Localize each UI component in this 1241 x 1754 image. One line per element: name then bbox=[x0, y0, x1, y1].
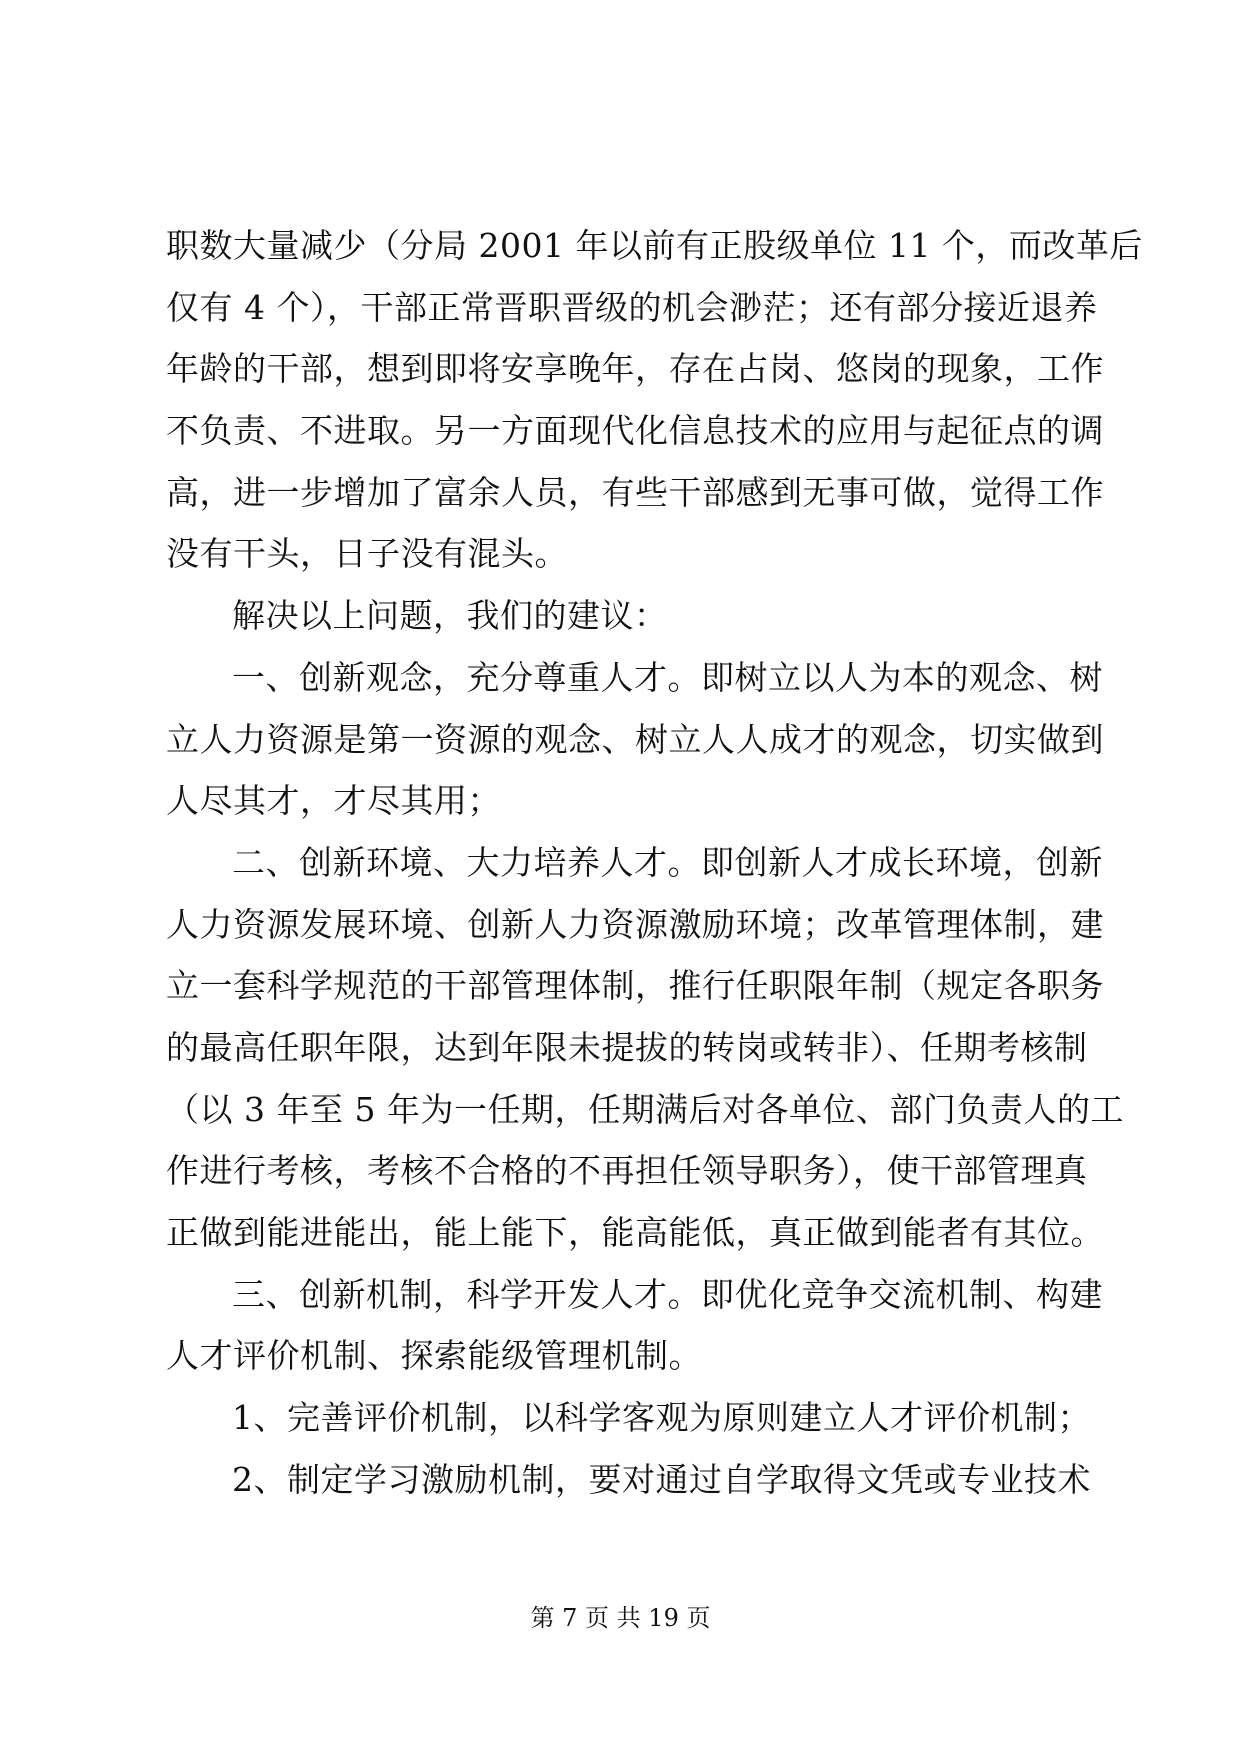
text-line: 高，进一步增加了富余人员，有些干部感到无事可做，觉得工作 bbox=[166, 472, 1104, 512]
text-line: 1、完善评价机制，以科学客观为原则建立人才评价机制； bbox=[232, 1398, 1091, 1438]
text-line: 立一套科学规范的干部管理体制，推行任职限年制（规定各职务 bbox=[166, 966, 1104, 1006]
text-line: 作进行考核，考核不合格的不再担任领导职务），使干部管理真 bbox=[166, 1151, 1088, 1191]
text-line: （以 3 年至 5 年为一任期，任期满后对各单位、部门负责人的工 bbox=[166, 1089, 1124, 1129]
text-line: 人尽其才，才尽其用； bbox=[166, 781, 501, 821]
text-line: 仅有 4 个），干部正常晋职晋级的机会渺茫；还有部分接近退养 bbox=[166, 287, 1098, 327]
text-line: 不负责、不进取。另一方面现代化信息技术的应用与起征点的调 bbox=[166, 411, 1104, 451]
text-line: 解决以上问题，我们的建议： bbox=[232, 596, 668, 636]
text-line: 正做到能进能出，能上能下，能高能低，真正做到能者有其位。 bbox=[166, 1213, 1104, 1252]
body-text bbox=[166, 225, 1143, 1520]
text-line: 人力资源发展环境、创新人力资源激励环境；改革管理体制，建 bbox=[166, 904, 1104, 944]
text-line: 三、创新机制，科学开发人才。即优化竞争交流机制、构建 bbox=[232, 1274, 1103, 1314]
text-line: 一、创新观念，充分尊重人才。即树立以人为本的观念、树 bbox=[232, 657, 1103, 697]
text-line: 立人力资源是第一资源的观念、树立人人成才的观念，切实做到 bbox=[166, 719, 1104, 759]
page-footer: 第 7 页 共 19 页 bbox=[530, 1604, 711, 1632]
text-line: 没有干头，日子没有混头。 bbox=[166, 534, 568, 574]
text-line: 的最高任职年限，达到年限未提拔的转岗或转非）、任期考核制 bbox=[166, 1027, 1088, 1067]
text-line: 2、制定学习激励机制，要对通过自学取得文凭或专业技术 bbox=[232, 1459, 1091, 1499]
text-line: 年龄的干部，想到即将安享晚年，存在占岗、悠岗的现象，工作 bbox=[166, 349, 1104, 389]
text-line: 职数大量减少（分局 2001 年以前有正股级单位 11 个，而改革后 bbox=[166, 226, 1143, 265]
text-line: 人才评价机制、探索能级管理机制。 bbox=[166, 1336, 702, 1376]
text-line: 二、创新环境、大力培养人才。即创新人才成长环境，创新 bbox=[232, 842, 1103, 882]
